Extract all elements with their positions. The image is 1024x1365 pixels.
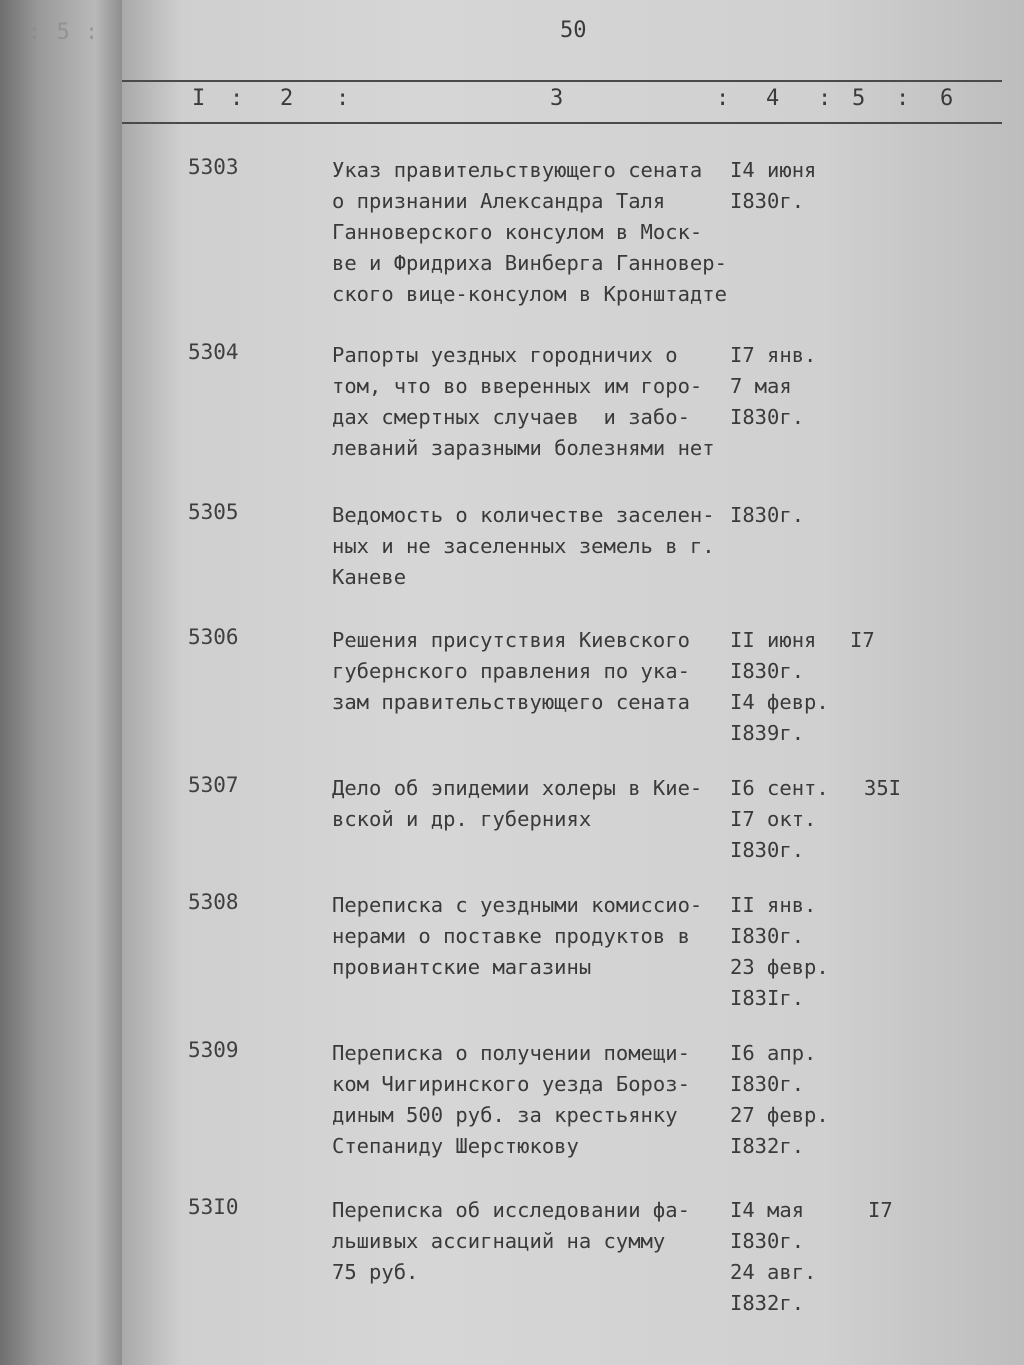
entry-number: 5309 bbox=[188, 1038, 239, 1062]
entry-description: Дело об эпидемии холеры в Кие- вской и др. губерниях bbox=[332, 776, 703, 831]
entry-number: 5303 bbox=[188, 155, 239, 179]
column-header-5: 5 bbox=[852, 86, 866, 111]
previous-page-bleed: : 5 : bbox=[28, 20, 100, 45]
entry-dates: I7 янв. 7 мая I830г. bbox=[730, 343, 817, 429]
header-rule-bottom bbox=[122, 122, 1002, 124]
entry-dates: I4 мая I830г. 24 авг. I832г. bbox=[730, 1198, 817, 1315]
entry-number: 5305 bbox=[188, 500, 239, 524]
entry-number: 5308 bbox=[188, 890, 239, 914]
entry-volume: 35I bbox=[864, 776, 902, 800]
column-header-6: 6 bbox=[940, 86, 954, 111]
page-number: 50 bbox=[560, 18, 587, 43]
column-separator: : bbox=[818, 86, 832, 111]
column-separator: : bbox=[896, 86, 910, 111]
entry-number: 5304 bbox=[188, 340, 239, 364]
entry-number: 5306 bbox=[188, 625, 239, 649]
entry-volume: I7 bbox=[868, 1198, 893, 1222]
column-separator: : bbox=[336, 86, 350, 111]
entry-description: Переписка об исследовании фа- льшивых ассигнаций на сумму 75 руб. bbox=[332, 1198, 690, 1284]
binding-gutter bbox=[0, 0, 130, 1365]
column-header-1: I bbox=[192, 86, 206, 111]
column-header-2: 2 bbox=[280, 86, 294, 111]
entry-description: Переписка о получении помещи- ком Чигиринского уезда Бороз- диным 500 руб. за крестьянку Степаниду Шерстюкову bbox=[332, 1041, 690, 1158]
entry-description: Ведомость о количестве заселен- ных и не заселенных земель в г. Каневе bbox=[332, 503, 715, 589]
entry-description: Указ правительствующего сената о признании Александра Таля Ганноверского консулом в Моск- ве и Фридриха Винберга Ганновер- ского вице-консулом в Кронштадте bbox=[332, 158, 727, 306]
entry-description: Рапорты уездных городничих о том, что во вверенных им горо- дах смертных случаев и забо- леваний заразными болезнями нет bbox=[332, 343, 715, 460]
entry-description: Переписка с уездными комиссио- нерами о поставке продуктов в провиантские магазины bbox=[332, 893, 703, 979]
column-header-4: 4 bbox=[766, 86, 780, 111]
document-page bbox=[122, 0, 1024, 1365]
entry-dates: II июня I830г. I4 февр. I839г. bbox=[730, 628, 829, 745]
entry-dates: I6 сент. I7 окт. I830г. bbox=[730, 776, 829, 862]
column-separator: : bbox=[716, 86, 730, 111]
entry-volume: I7 bbox=[850, 628, 875, 652]
entry-number: 5307 bbox=[188, 773, 239, 797]
entry-description: Решения присутствия Киевского губернского правления по ука- зам правительствующего сената bbox=[332, 628, 690, 714]
entry-dates: II янв. I830г. 23 февр. I83Iг. bbox=[730, 893, 829, 1010]
entry-dates: I830г. bbox=[730, 503, 805, 527]
entry-number: 53I0 bbox=[188, 1195, 239, 1219]
header-rule-top bbox=[122, 80, 1002, 82]
column-header-3: 3 bbox=[550, 86, 564, 111]
entry-dates: I6 апр. I830г. 27 февр. I832г. bbox=[730, 1041, 829, 1158]
entry-dates: I4 июня I830г. bbox=[730, 158, 817, 213]
column-separator: : bbox=[230, 86, 244, 111]
